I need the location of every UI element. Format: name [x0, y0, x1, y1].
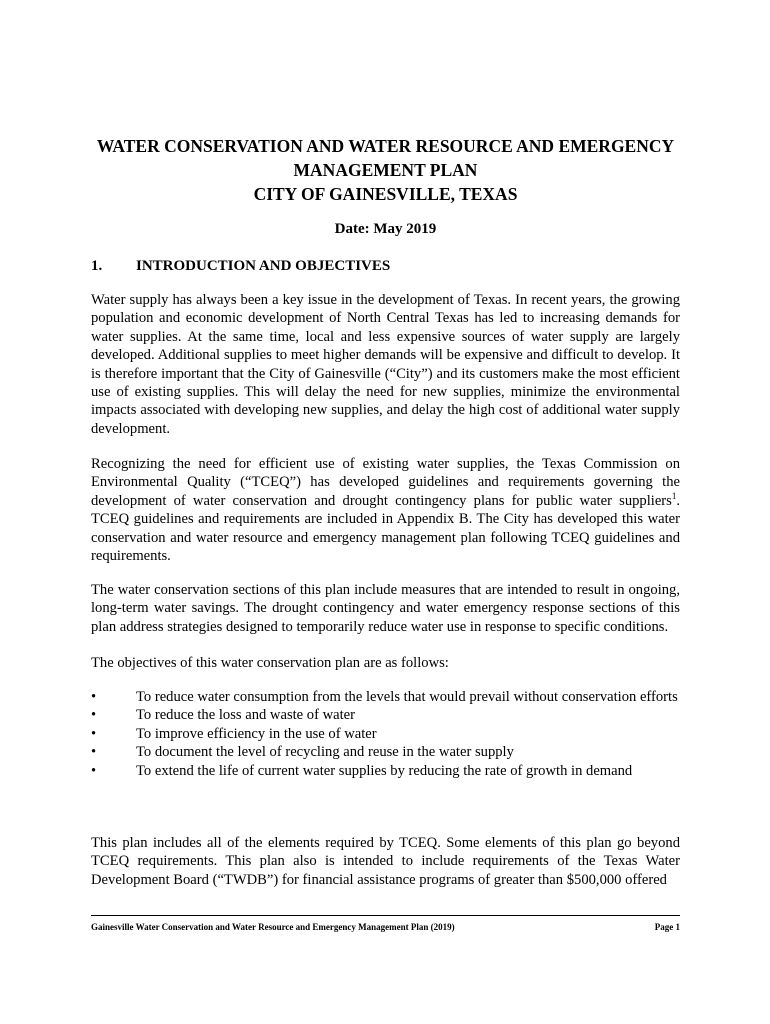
- list-item: [91, 762, 680, 780]
- list-item: [91, 725, 680, 743]
- footer-divider: [91, 915, 680, 916]
- bullet-icon: •: [91, 707, 97, 724]
- paragraph-tceq-text-continued: . TCEQ guidelines and requirements are included in Appendix B. The City has developed this water conservation and water resource and emergency management plan following TCEQ guidelines and requirements.: [91, 492, 680, 565]
- objectives-list: [91, 688, 680, 780]
- document-date: Date: May 2019: [334, 221, 437, 237]
- bullet-icon: •: [91, 744, 97, 761]
- page-number: Page 1: [654, 922, 680, 932]
- document-title: [91, 134, 680, 206]
- paragraph-tceq-guidelines: [91, 455, 680, 565]
- section-heading: [91, 256, 390, 276]
- bullet-icon: •: [91, 725, 97, 742]
- objective-text: To reduce water consumption from the levels that would prevail without conservation efforts: [136, 689, 678, 705]
- paragraph-conservation-sections: The water conservation sections of this plan include measures that are intended to result in ongoing, long-term water savings. The drought contingency and water emergency response sections of this plan address strategies designed to temporarily reduce water use in response to specific conditions.: [91, 582, 680, 635]
- objective-text: To extend the life of current water supplies by reducing the rate of growth in demand: [136, 762, 633, 779]
- objective-text: To improve efficiency in the use of water: [136, 725, 377, 742]
- section-title: INTRODUCTION AND OBJECTIVES: [136, 258, 391, 274]
- paragraph-water-supply: Water supply has always been a key issue in the development of Texas. In recent years, the growing population and economic development of North Central Texas has led to increasing demands for water supplies. At the same time, local and less expensive sources of water supply are largely developed. Additional supplies to meet higher demands will be expensive and difficult to develop. It is therefore important that the City of Gainesville (“City”) and its customers make the most efficient use of existing supplies. This will delay the need for new supplies, minimize the environmental impacts associated with developing new supplies, and delay the high cost of additional water supply development.: [91, 292, 680, 437]
- bullet-icon: •: [91, 762, 97, 779]
- paragraph-plan-elements: This plan includes all of the elements required by TCEQ. Some elements of this plan go beyond TCEQ requirements. This plan also is intended to include requirements of the Texas Water Development Board (“TWDB”) for financial assistance programs of greater than $500,000 offered: [91, 835, 680, 888]
- list-item: [91, 706, 680, 724]
- title-line-2: MANAGEMENT PLAN: [293, 160, 478, 180]
- title-line-1: WATER CONSERVATION AND WATER RESOURCE AND EMERGENCY: [96, 136, 675, 156]
- list-item: [91, 688, 680, 706]
- paragraph-tceq-text: Recognizing the need for efficient use of existing water supplies, the Texas Commission on Environmental Quality (“TCEQ”) has developed guidelines and requirements governing the development of water conservation and drought contingency plans for public water suppliers: [91, 456, 680, 509]
- bullet-icon: •: [91, 689, 97, 705]
- footer-title: Gainesville Water Conservation and Water Resource and Emergency Management Plan (2019): [91, 922, 455, 932]
- objective-text: To document the level of recycling and reuse in the water supply: [136, 744, 514, 761]
- objective-text: To reduce the loss and waste of water: [136, 707, 356, 724]
- list-item: [91, 743, 680, 761]
- title-line-3: CITY OF GAINESVILLE, TEXAS: [253, 184, 518, 204]
- paragraph-objectives-intro: The objectives of this water conservation plan are as follows:: [91, 655, 449, 671]
- section-number: 1.: [91, 258, 103, 274]
- footnote-marker: 1: [671, 490, 677, 501]
